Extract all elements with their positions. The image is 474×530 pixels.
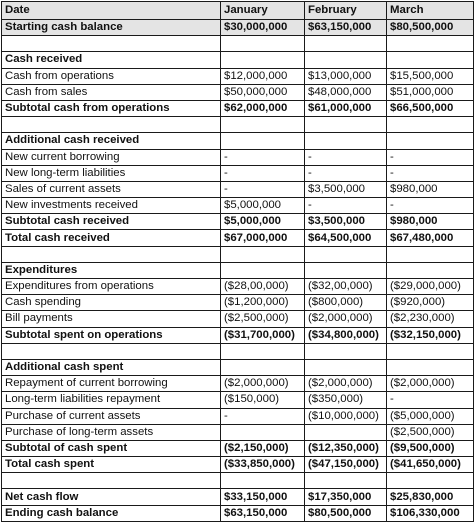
row-label-cell: Subtotal cash from operations [2, 100, 221, 116]
january-value-cell: ($150,000) [221, 392, 305, 408]
table-row [2, 84, 474, 100]
row-label-cell: Cash spending [2, 295, 221, 311]
january-value-cell [221, 246, 305, 262]
row-label-cell [2, 117, 221, 133]
march-value-cell: ($2,230,000) [387, 311, 474, 327]
row-label-cell [2, 343, 221, 359]
march-value-cell [387, 359, 474, 375]
january-value-cell: - [221, 165, 305, 181]
march-value-cell: ($2,000,000) [387, 376, 474, 392]
january-value-cell: $12,000,000 [221, 68, 305, 84]
february-value-cell [305, 343, 387, 359]
header-date-cell: Date [2, 2, 221, 20]
february-value-cell: $63,150,000 [305, 20, 387, 36]
table-row [2, 181, 474, 197]
february-value-cell: $3,500,000 [305, 214, 387, 230]
february-value-cell: ($2,000,000) [305, 311, 387, 327]
table-row [2, 376, 474, 392]
march-value-cell: ($5,000,000) [387, 408, 474, 424]
spacer-row [2, 473, 474, 489]
section-header-row [2, 52, 474, 68]
february-value-cell: - [305, 149, 387, 165]
february-value-cell [305, 52, 387, 68]
february-value-cell: $64,500,000 [305, 230, 387, 246]
february-value-cell: ($47,150,000) [305, 457, 387, 473]
table-row [2, 311, 474, 327]
february-value-cell: - [305, 165, 387, 181]
march-value-cell: ($920,000) [387, 295, 474, 311]
march-value-cell: ($29,000,000) [387, 279, 474, 295]
row-label-cell: Total cash received [2, 230, 221, 246]
row-label-cell: Cash received [2, 52, 221, 68]
january-value-cell: - [221, 181, 305, 197]
table-row [2, 214, 474, 230]
section-header-row [2, 262, 474, 278]
january-value-cell [221, 473, 305, 489]
table-row [2, 68, 474, 84]
february-value-cell: ($800,000) [305, 295, 387, 311]
march-value-cell: - [387, 165, 474, 181]
february-value-cell [305, 36, 387, 52]
march-value-cell: $25,830,000 [387, 489, 474, 505]
january-value-cell [221, 133, 305, 149]
january-value-cell [221, 424, 305, 440]
february-value-cell: ($32,00,000) [305, 279, 387, 295]
february-value-cell: ($10,000,000) [305, 408, 387, 424]
march-value-cell: $80,500,000 [387, 20, 474, 36]
march-value-cell [387, 473, 474, 489]
february-value-cell [305, 246, 387, 262]
march-value-cell [387, 117, 474, 133]
header-march-cell: March [387, 2, 474, 20]
row-label-cell: Sales of current assets [2, 181, 221, 197]
february-value-cell: $80,500,000 [305, 505, 387, 521]
row-label-cell: Purchase of current assets [2, 408, 221, 424]
january-value-cell [221, 52, 305, 68]
february-value-cell [305, 424, 387, 440]
row-label-cell: New current borrowing [2, 149, 221, 165]
row-label-cell: Starting cash balance [2, 20, 221, 36]
january-value-cell [221, 36, 305, 52]
row-label-cell: Subtotal cash received [2, 214, 221, 230]
march-value-cell: ($32,150,000) [387, 327, 474, 343]
march-value-cell: - [387, 198, 474, 214]
march-value-cell: ($41,650,000) [387, 457, 474, 473]
march-value-cell: $980,000 [387, 214, 474, 230]
january-value-cell: ($2,150,000) [221, 440, 305, 456]
january-value-cell [221, 262, 305, 278]
row-label-cell: Bill payments [2, 311, 221, 327]
march-value-cell: - [387, 392, 474, 408]
january-value-cell: ($1,200,000) [221, 295, 305, 311]
february-value-cell [305, 133, 387, 149]
march-value-cell [387, 133, 474, 149]
january-value-cell: $5,000,000 [221, 214, 305, 230]
row-label-cell: Additional cash received [2, 133, 221, 149]
march-value-cell: $106,330,000 [387, 505, 474, 521]
table-row [2, 165, 474, 181]
spacer-row [2, 343, 474, 359]
march-value-cell [387, 343, 474, 359]
march-value-cell [387, 52, 474, 68]
january-value-cell: $67,000,000 [221, 230, 305, 246]
table-row [2, 198, 474, 214]
row-label-cell [2, 473, 221, 489]
table-row [2, 392, 474, 408]
january-value-cell: $5,000,000 [221, 198, 305, 214]
table-row [2, 408, 474, 424]
header-february-cell: February [305, 2, 387, 20]
section-header-row [2, 133, 474, 149]
march-value-cell: ($9,500,000) [387, 440, 474, 456]
march-value-cell [387, 262, 474, 278]
spacer-row [2, 36, 474, 52]
february-value-cell: $17,350,000 [305, 489, 387, 505]
row-label-cell: Long-term liabilities repayment [2, 392, 221, 408]
january-value-cell [221, 117, 305, 133]
march-value-cell: ($2,500,000) [387, 424, 474, 440]
march-value-cell: $15,500,000 [387, 68, 474, 84]
february-value-cell: ($12,350,000) [305, 440, 387, 456]
table-row [2, 100, 474, 116]
table-row [2, 230, 474, 246]
table-row [2, 279, 474, 295]
january-value-cell: - [221, 408, 305, 424]
february-value-cell: $13,000,000 [305, 68, 387, 84]
table-row [2, 20, 474, 36]
february-value-cell: ($350,000) [305, 392, 387, 408]
february-value-cell: ($2,000,000) [305, 376, 387, 392]
row-label-cell: New investments received [2, 198, 221, 214]
table-row [2, 440, 474, 456]
january-value-cell: $63,150,000 [221, 505, 305, 521]
january-value-cell: $30,000,000 [221, 20, 305, 36]
row-label-cell: Total cash spent [2, 457, 221, 473]
january-value-cell: ($2,500,000) [221, 311, 305, 327]
row-label-cell: Subtotal of cash spent [2, 440, 221, 456]
row-label-cell: Expenditures from operations [2, 279, 221, 295]
january-value-cell: $62,000,000 [221, 100, 305, 116]
february-value-cell [305, 117, 387, 133]
section-header-row [2, 359, 474, 375]
march-value-cell [387, 246, 474, 262]
february-value-cell: $3,500,000 [305, 181, 387, 197]
cash-flow-table [1, 1, 474, 522]
spacer-row [2, 117, 474, 133]
january-value-cell: ($33,850,000) [221, 457, 305, 473]
row-label-cell: Additional cash spent [2, 359, 221, 375]
january-value-cell: ($31,700,000) [221, 327, 305, 343]
row-label-cell: Cash from operations [2, 68, 221, 84]
january-value-cell: ($2,000,000) [221, 376, 305, 392]
february-value-cell: - [305, 198, 387, 214]
row-label-cell: Ending cash balance [2, 505, 221, 521]
table-row [2, 327, 474, 343]
row-label-cell [2, 36, 221, 52]
header-january-cell: January [221, 2, 305, 20]
row-label-cell [2, 246, 221, 262]
february-value-cell [305, 473, 387, 489]
row-label-cell: Net cash flow [2, 489, 221, 505]
january-value-cell: ($28,00,000) [221, 279, 305, 295]
spacer-row [2, 246, 474, 262]
header-row [2, 2, 474, 20]
january-value-cell: - [221, 149, 305, 165]
march-value-cell: $67,480,000 [387, 230, 474, 246]
february-value-cell [305, 262, 387, 278]
february-value-cell: $48,000,000 [305, 84, 387, 100]
row-label-cell: Expenditures [2, 262, 221, 278]
february-value-cell [305, 359, 387, 375]
january-value-cell [221, 359, 305, 375]
table-body [2, 20, 474, 522]
row-label-cell: Subtotal spent on operations [2, 327, 221, 343]
table-row [2, 457, 474, 473]
january-value-cell: $33,150,000 [221, 489, 305, 505]
march-value-cell: - [387, 149, 474, 165]
table-row [2, 424, 474, 440]
march-value-cell [387, 36, 474, 52]
march-value-cell: $980,000 [387, 181, 474, 197]
table-row [2, 149, 474, 165]
row-label-cell: Cash from sales [2, 84, 221, 100]
table-row [2, 489, 474, 505]
table-row [2, 295, 474, 311]
january-value-cell [221, 343, 305, 359]
march-value-cell: $66,500,000 [387, 100, 474, 116]
march-value-cell: $51,000,000 [387, 84, 474, 100]
row-label-cell: New long-term liabilities [2, 165, 221, 181]
row-label-cell: Repayment of current borrowing [2, 376, 221, 392]
february-value-cell: ($34,800,000) [305, 327, 387, 343]
table-row [2, 505, 474, 521]
february-value-cell: $61,000,000 [305, 100, 387, 116]
january-value-cell: $50,000,000 [221, 84, 305, 100]
row-label-cell: Purchase of long-term assets [2, 424, 221, 440]
